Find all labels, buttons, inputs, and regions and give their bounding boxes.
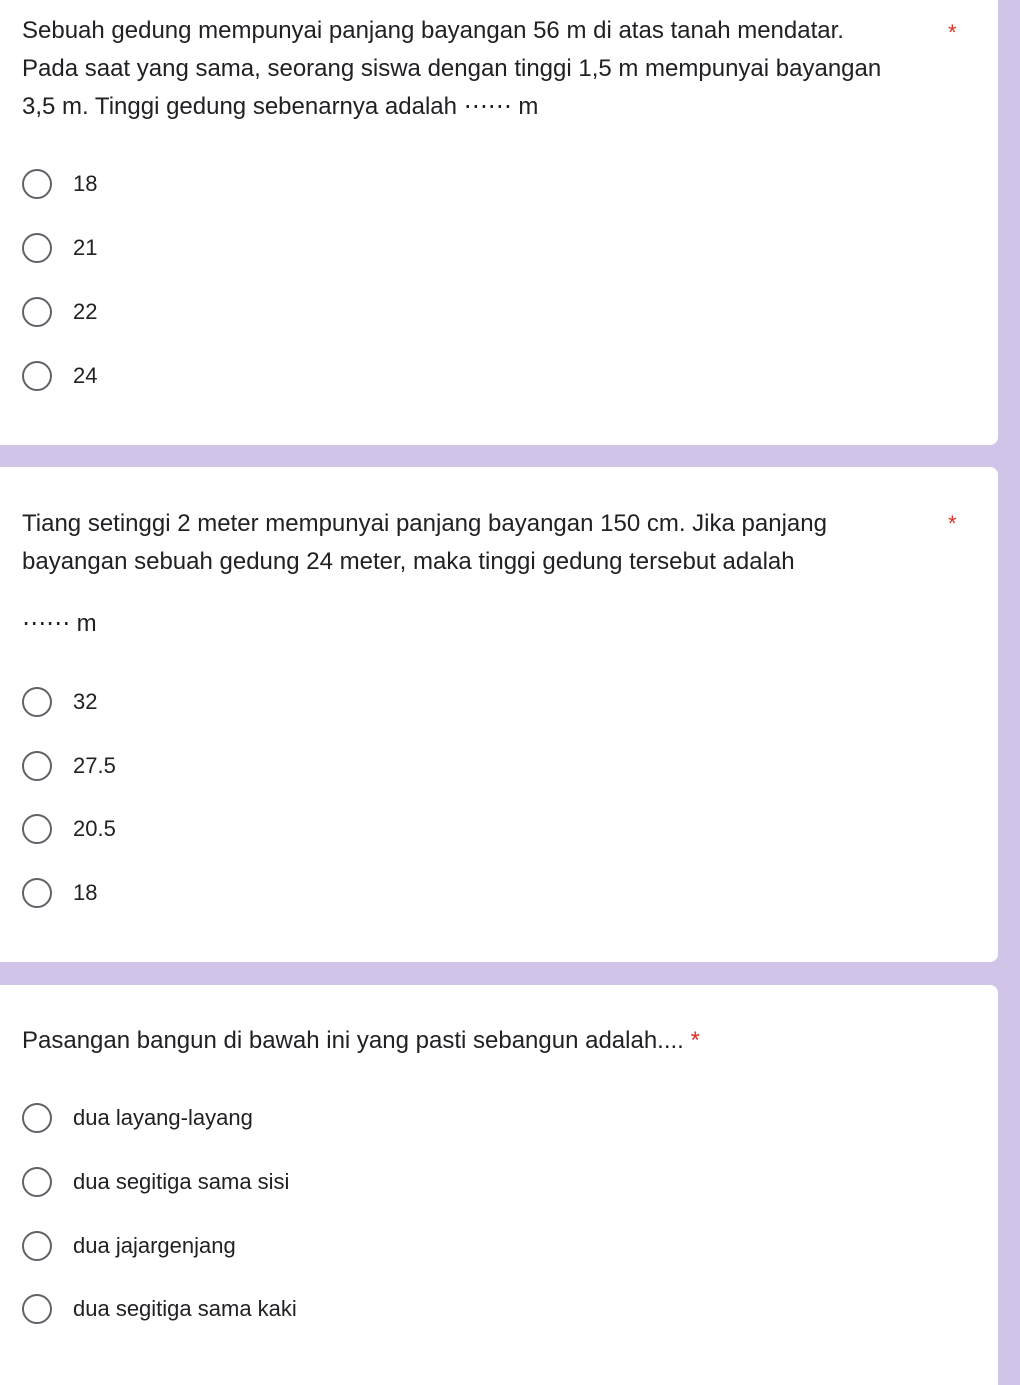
option-radio[interactable] [22,875,97,911]
option-radio[interactable] [22,294,97,330]
option-radio[interactable] [22,684,97,720]
option-label: 27.5 [73,753,116,778]
radio-button-icon[interactable] [22,1103,52,1133]
question-text-line: Pada saat yang sama, seorang siswa dengan tinggi 1,5 m mempunyai bayangan [22,55,882,82]
question-text [22,12,932,126]
radio-button-icon[interactable] [22,297,52,327]
option-label: dua layang-layang [73,1105,253,1130]
option-label: 18 [73,171,98,196]
radio-button-icon[interactable] [22,814,52,844]
radio-button-icon[interactable] [22,1294,52,1324]
option-label: 21 [73,235,98,260]
option-radio[interactable] [22,1100,253,1136]
option-label: 22 [73,299,98,324]
option-label: 20.5 [73,816,116,841]
option-label: dua segitiga sama sisi [73,1169,290,1194]
question-text-line: Pasangan bangun di bawah ini yang pasti sebangun adalah.... [22,1027,684,1054]
radio-button-icon[interactable] [22,1167,52,1197]
question-text-line: Sebuah gedung mempunyai panjang bayangan 56 m di atas tanah mendatar. [22,17,844,44]
option-label: 32 [73,689,98,714]
option-radio[interactable] [22,1228,236,1264]
question-text-line: Tiang setinggi 2 meter mempunyai panjang bayangan 150 cm. Jika panjang [22,510,827,537]
required-asterisk: * [948,511,957,536]
question-card-3 [0,985,998,1385]
option-radio[interactable] [22,166,97,202]
question-text-line: 3,5 m. Tinggi gedung sebenarnya adalah ⋯⋯ m [22,93,539,120]
question-text [22,505,932,643]
radio-button-icon[interactable] [22,687,52,717]
radio-button-icon[interactable] [22,233,52,263]
option-radio[interactable] [22,1164,289,1200]
radio-button-icon[interactable] [22,751,52,781]
option-label: 18 [73,880,98,905]
option-radio[interactable] [22,358,97,394]
radio-button-icon[interactable] [22,361,52,391]
question-card-1 [0,0,998,445]
option-radio[interactable] [22,230,97,266]
question-text-line: ⋯⋯ m [22,610,97,637]
radio-button-icon[interactable] [22,878,52,908]
radio-button-icon[interactable] [22,1231,52,1261]
required-asterisk: * [948,20,957,45]
required-asterisk: * [690,1027,700,1054]
option-label: 24 [73,363,98,388]
option-radio[interactable] [22,811,116,847]
option-radio[interactable] [22,1291,297,1327]
radio-button-icon[interactable] [22,169,52,199]
question-text [22,1022,932,1060]
option-label: dua jajargenjang [73,1233,236,1258]
option-radio[interactable] [22,748,116,784]
option-label: dua segitiga sama kaki [73,1296,297,1321]
question-card-2 [0,467,998,962]
question-text-line: bayangan sebuah gedung 24 meter, maka tinggi gedung tersebut adalah [22,548,795,575]
